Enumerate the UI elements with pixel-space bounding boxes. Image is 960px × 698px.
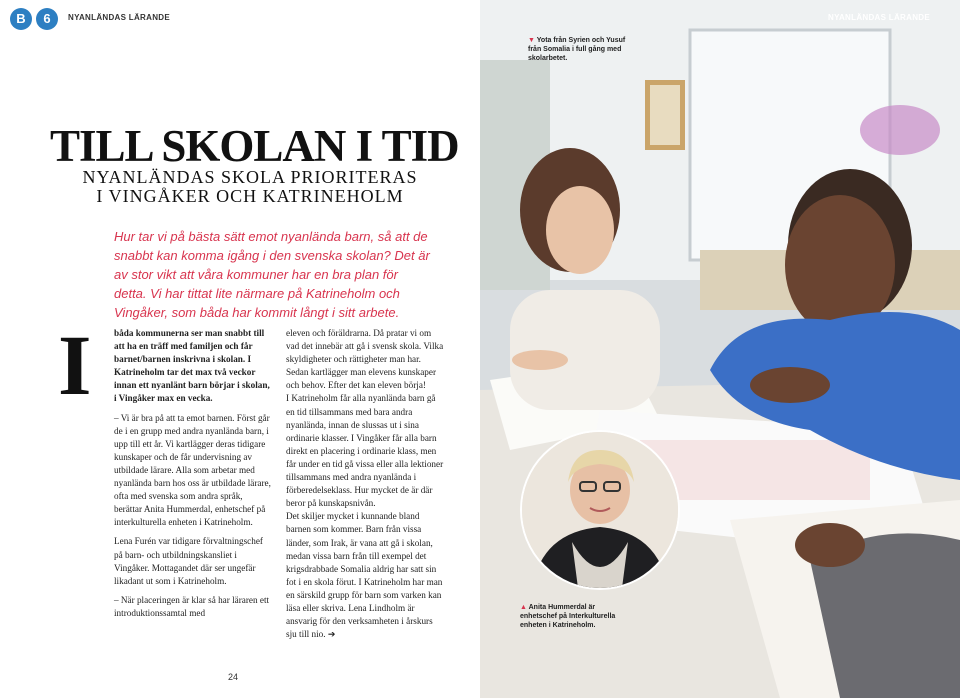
body-lead-paragraph: båda kommunerna ser man snabbt till att ha en träff med familjen och får barnet/barnen inskrivna i skolan. I Katrineholm tar det max två veckor innan ett nyanlänt barn börjar i skolan, i Vingåker max en vecka. (114, 328, 270, 404)
body-paragraph: – När placeringen är klar så har läraren ett introduktionssamtal med (114, 594, 270, 618)
section-badge-number: 6 (36, 8, 58, 30)
subtitle-line-2: I VINGÅKER OCH KATRINEHOLM (96, 186, 404, 206)
section-header-left: NYANLÄNDAS LÄRANDE (68, 13, 170, 22)
article-subtitle (50, 168, 450, 206)
body-paragraph: – Vi är bra på att ta emot barnen. Först går de i en grupp med andra nyanlända barn, i upp till ett år. Vi kartlägger deras tidigare kunskaper och de får undervisning av utbildade lärare. Alla som arbetar med nyanlända barn hos oss är utbildade lärare, ofta med svenska som andra språk, berättar Anita Hummerdal, enhetschef på interkulturella enheten i Katrineholm. (114, 412, 271, 528)
classroom-photo (480, 0, 960, 698)
page-number: 24 (228, 672, 239, 682)
caption-arrow-icon: ▼ (528, 37, 535, 44)
body-column-2 (286, 327, 444, 641)
caption-text: Yota från Syrien och Yusuf från Somalia i full gång med skolarbetet. (528, 37, 626, 62)
body-paragraph: I Katrineholm får alla nyanlända barn gå en tid tillsammans med bara andra nyanlända, innan de slussas ut i sina ordinarie klasser. I Vingåker får alla barn direkt en placering i ordinarie klass, men får under en tid gå vissa eller alla lektioner tillsammans med andra nyanlända i förberedelseklass. Hur mycket de är där beror på kunskapsnivån. (286, 393, 444, 509)
photo-caption-top (528, 36, 638, 63)
caption-text: Anita Hummerdal är enhetschef på Interkulturella enheten i Katrineholm. (520, 604, 616, 629)
body-column-1 (114, 327, 272, 626)
article-title: TILL SKOLAN I TID (50, 121, 459, 171)
section-header-right: NYANLÄNDAS LÄRANDE (828, 13, 930, 22)
classroom-photo-illustration (480, 0, 960, 698)
subtitle-line-1: NYANLÄNDAS SKOLA PRIORITERAS (82, 167, 418, 187)
portrait-photo (520, 430, 680, 590)
article-intro: Hur tar vi på bästa sätt emot nyanlända barn, så att de snabbt kan komma igång i den svenska skolan? Det är av stor vikt att våra kommuner har en bra plan för detta. Vi har tittat lite närmare på Katrineholm och Vingåker, som båda har kommit långt i sitt arbete. (114, 229, 430, 320)
body-paragraph: Lena Furén var tidigare förvaltningschef på barn- och utbildningskansliet i Vingåker. Mottagandet där ser ungefär likadant ut som i Katrineholm. (114, 536, 263, 586)
drop-cap: I (58, 317, 92, 413)
body-paragraph: Det skiljer mycket i kunnande bland barnen som kommer. Barn från vissa länder, som Irak, är vana att gå i skolan, medan vissa barn från till exempel det krigsdrabbade Somalia aldrig har satt sin fot i en skola förut. I Katrineholm har man en särskild grupp för barn som varken kan läsa eller skriva. Lena Lindholm är ansvarig för den verksamheten i årskurs sju till nio. ➔ (286, 511, 443, 640)
photo-caption-bottom (520, 603, 616, 630)
body-paragraph: eleven och föräldrarna. Då pratar vi om vad det innebär att gå i svensk skola. Vilka skyldigheter och rättigheter man har. Sedan kartlägger man elevens kunskaper och behov. Efter det kan eleven börja! (286, 328, 444, 391)
portrait-illustration (522, 432, 678, 588)
caption-arrow-icon: ▲ (520, 604, 527, 611)
section-badge-letter: B (10, 8, 32, 30)
